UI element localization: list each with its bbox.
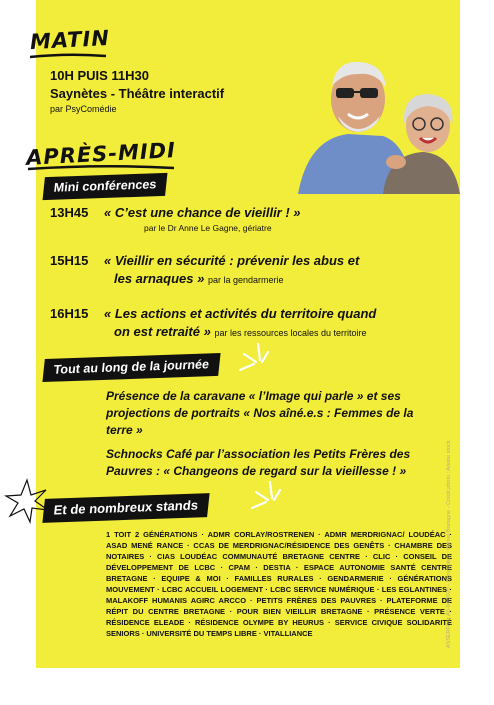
journee-item-1-line3: terre » xyxy=(106,423,143,437)
apresmidi-underline xyxy=(26,164,176,172)
seniors-illustration xyxy=(288,44,460,194)
event-poster xyxy=(25,0,460,668)
seniors-photo xyxy=(288,44,460,194)
journee-item-1-line2: projections de portraits « Nos aîné.e.s : Femmes de la xyxy=(106,406,414,420)
talk-1-title: « C’est une chance de vieillir ! » xyxy=(104,205,301,220)
matin-title: Saynètes - Théâtre interactif xyxy=(50,86,225,101)
stands-list: 1 TOIT 2 GÉNÉRATIONS · ADMR CORLAY/ROSTRENEN · ADMR MERDRIGNAC/ LOUDÉAC · ASAD MENÉ RANCE · CCAS DE MERDRIGNAC/RÉSIDENCE DES GENÊTS · CHAMBRE DES NOTAIRES · CIAS LOUDÉAC COMMUNAUTÉ BRETAGNE CENTRE · CLIC · CONSEIL DE DÉVELOPPEMENT DE LCBC · CPAM · DESTIA · ESPACE AUTONOMIE SANTÉ CENTRE BRETAGNE · EQUIPE & MOI · FAMILLES RURALES · GENDARMERIE · GÉNÉRATIONS MOUVEMENT · LCBC ACCUEIL LOGEMENT · LCBC SERVICE NUMÉRIQUE · LES EGLANTINES · MALAKOFF HUMANIS AGIRC ARCCO · PETITS FRÈRES DES PAUVRES · PLATEFORME DE RÉPIT DU CENTRE BRETAGNE · POUR BIEN VIEILLIR BRETAGNE · PRÉSENCE VERTE · RÉSIDENCE ELEADE · RÉSIDENCE OLYMPE BY HEURUS · SERVICE CIVIQUE SOLIDARITÉ SENIORS · UNIVERSITÉ DU TEMPS LIBRE · VITALLIANCE xyxy=(106,530,452,638)
talk-2-title-line1: « Vieillir en sécurité : prévenir les abus et xyxy=(104,253,360,268)
talk-3-time: 16H15 xyxy=(50,306,89,321)
journee-item-1-line1: Présence de la caravane « l’Image qui parle » et ses xyxy=(106,389,401,403)
matin-by: par PsyComédie xyxy=(50,104,117,114)
talk-2-time: 15H15 xyxy=(50,253,89,268)
talk-2-title-line2-text: les arnaques » xyxy=(114,271,205,286)
journee-item-2-line2: Pauvres : « Changeons de regard sur la vieillesse ! » xyxy=(106,464,407,478)
mini-conferences-tag: Mini conférences xyxy=(43,173,168,200)
talk-1-by: par le Dr Anne Le Gagne, gériatre xyxy=(144,223,272,233)
matin-time: 10H PUIS 11H30 xyxy=(50,68,150,83)
talk-2-title-line2 xyxy=(114,270,284,289)
talk-3-by: par les ressources locales du territoire xyxy=(214,328,367,338)
matin-heading: MATIN xyxy=(29,25,111,55)
journee-tag: Tout au long de la journée xyxy=(42,353,220,382)
talk-1-time: 13H45 xyxy=(50,205,89,220)
stands-burst-icon xyxy=(246,478,286,518)
talk-2-by: par la gendarmerie xyxy=(207,275,284,285)
talk-3-title-line1: « Les actions et activités du territoire quand xyxy=(104,306,377,321)
apresmidi-heading: APRÈS-MIDI xyxy=(25,138,177,170)
credits-text: ASSERFlyer A5-04-2025 - Conception : Carsat Bretagne - Crédit photo : Adobe stock xyxy=(446,440,452,648)
journee-item-2-line1: Schnocks Café par l’association les Petits Frères des xyxy=(106,447,411,461)
stands-tag: Et de nombreux stands xyxy=(42,493,209,523)
journee-burst-icon xyxy=(234,340,274,380)
matin-underline xyxy=(28,52,108,60)
talk-3-title-line2-text: on est retraité » xyxy=(114,324,211,339)
